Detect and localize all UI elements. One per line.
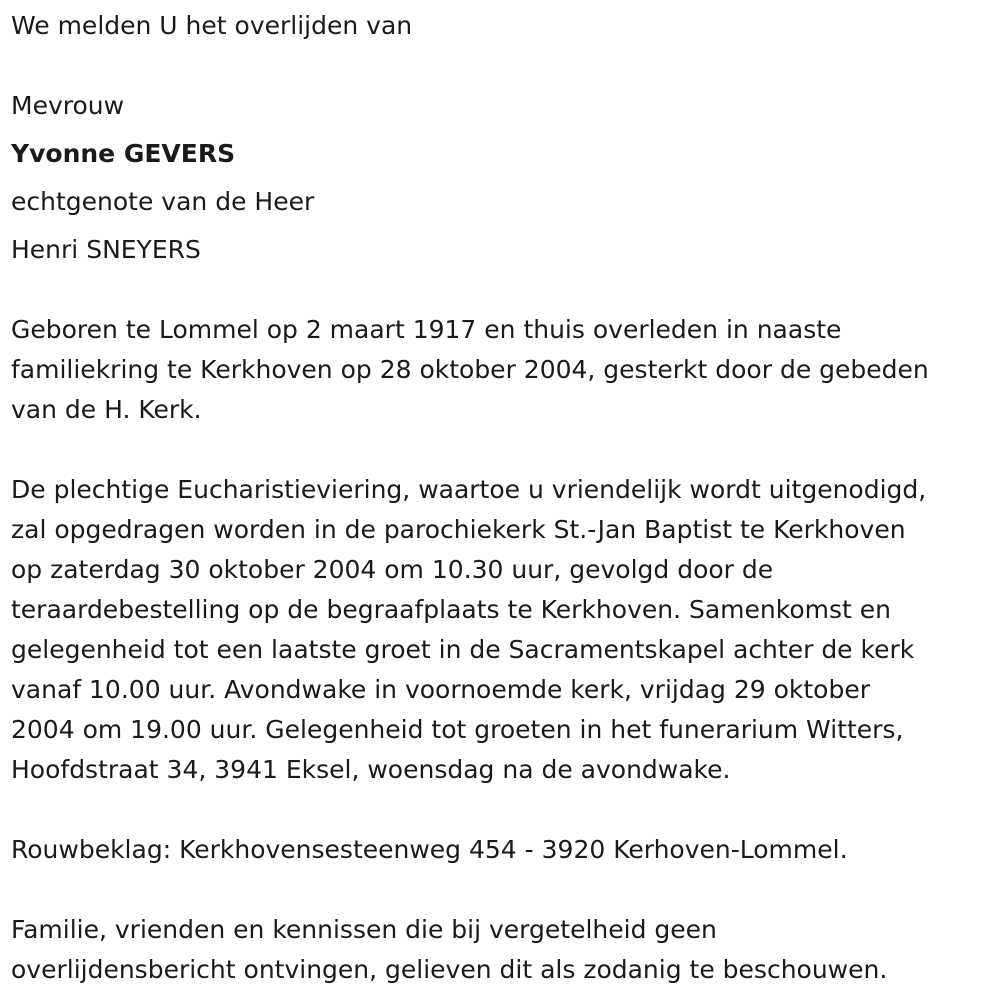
spouse-name: Henri SNEYERS	[11, 235, 201, 264]
birth-death-line: familiekring te Kerkhoven op 28 oktober 2004, gesterkt door de gebeden	[11, 355, 929, 384]
ceremony-line: Hoofdstraat 34, 3941 Eksel, woensdag na de avondwake.	[11, 755, 731, 784]
title-text: Mevrouw	[11, 91, 125, 120]
ceremony-line: vanaf 10.00 uur. Avondwake in voornoemde kerk, vrijdag 29 oktober	[11, 675, 871, 704]
birth-death-line: van de H. Kerk.	[11, 395, 202, 424]
ceremony-line: 2004 om 19.00 uur. Gelegenheid tot groeten in het funerarium Witters,	[11, 715, 904, 744]
condolences-address: Rouwbeklag: Kerkhovensesteenweg 454 - 3920 Kerhoven-Lommel.	[11, 835, 848, 864]
relation-text: echtgenote van de Heer	[11, 187, 315, 216]
notice-line: overlijdensbericht ontvingen, gelieven dit als zodanig te beschouwen.	[11, 955, 888, 984]
birth-death-line: Geboren te Lommel op 2 maart 1917 en thuis overleden in naaste	[11, 315, 842, 344]
ceremony-line: zal opgedragen worden in de parochiekerk St.-Jan Baptist te Kerkhoven	[11, 515, 906, 544]
notice-line: Familie, vrienden en kennissen die bij vergetelheid geen	[11, 915, 717, 944]
ceremony-line: gelegenheid tot een laatste groet in de Sacramentskapel achter de kerk	[11, 635, 915, 664]
intro-text: We melden U het overlijden van	[11, 11, 413, 40]
deceased-name: Yvonne GEVERS	[11, 139, 236, 168]
ceremony-line: teraardebestelling op de begraafplaats te Kerkhoven. Samenkomst en	[11, 595, 891, 624]
ceremony-line: De plechtige Eucharistieviering, waartoe u vriendelijk wordt uitgenodigd,	[11, 475, 927, 504]
ceremony-line: op zaterdag 30 oktober 2004 om 10.30 uur, gevolgd door de	[11, 555, 774, 584]
